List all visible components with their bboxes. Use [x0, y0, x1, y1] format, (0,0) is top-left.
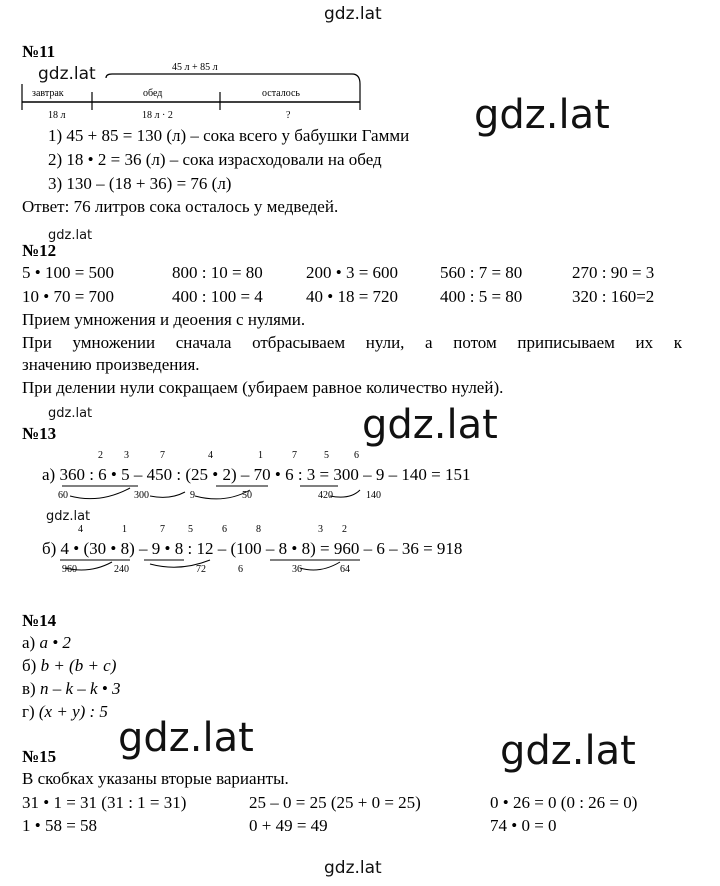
- order-number: 5: [324, 450, 329, 461]
- intermediate-result: 50: [242, 490, 252, 501]
- task-14-item-a: а) a • 2: [22, 633, 71, 652]
- task-15-cell: 25 – 0 = 25 (25 + 0 = 25): [249, 793, 421, 812]
- order-number: 5: [188, 524, 193, 535]
- intermediate-result: 960: [62, 564, 77, 575]
- intermediate-result: 240: [114, 564, 129, 575]
- task-11-step-2: 2) 18 • 2 = 36 (л) – сока израсходовали на обед: [48, 150, 382, 169]
- task-12-cell: 320 : 160=2: [572, 287, 655, 306]
- intermediate-result: 60: [58, 490, 68, 501]
- task-12-cell: 5 • 100 = 500: [22, 263, 115, 282]
- watermark-bottom: gdz.lat: [324, 858, 382, 878]
- task-11-step-1: 1) 45 + 85 = 130 (л) – сока всего у бабушки Гамми: [48, 126, 410, 145]
- task-12-cell: 40 • 18 = 720: [306, 287, 399, 306]
- task-12-paragraph: значению произведения.: [22, 355, 200, 374]
- task-12-title: №12: [22, 241, 57, 260]
- order-number: 7: [292, 450, 297, 461]
- task-15-cell: 0 • 26 = 0 (0 : 26 = 0): [490, 793, 638, 812]
- diagram-segment-lunch: обед: [143, 88, 163, 99]
- intermediate-result: 36: [292, 564, 302, 575]
- order-number: 2: [98, 450, 103, 461]
- task-12-cell: 270 : 90 = 3: [572, 263, 655, 282]
- order-number: 2: [342, 524, 347, 535]
- watermark-top: gdz.lat: [324, 4, 382, 24]
- intermediate-result: 9: [190, 490, 195, 501]
- task-14-item-b: б) b + (b + c): [22, 656, 117, 675]
- task-11-title: №11: [22, 42, 56, 61]
- task-12-cell: 200 • 3 = 600: [306, 263, 399, 282]
- watermark-small: gdz.lat: [38, 64, 96, 84]
- task-14-item-c: в) n – k – k • 3: [22, 679, 121, 698]
- diagram-value-unknown: ?: [286, 110, 291, 121]
- task-12-paragraph: Прием умножения и деоения с нулями.: [22, 310, 306, 329]
- task-12-cell: 560 : 7 = 80: [440, 263, 523, 282]
- watermark-large: gdz.lat: [362, 402, 498, 448]
- order-number: 4: [208, 450, 213, 461]
- intermediate-result: 72: [196, 564, 206, 575]
- watermark-large: gdz.lat: [474, 92, 610, 138]
- task-12-cell: 400 : 100 = 4: [172, 287, 263, 306]
- task-15-cell: 31 • 1 = 31 (31 : 1 = 31): [22, 793, 187, 812]
- task-12-paragraph: При умножении сначала отбрасываем нули, а потом приписываем их к: [22, 333, 682, 352]
- order-number: 6: [354, 450, 359, 461]
- task-15-cell: 1 • 58 = 58: [22, 816, 98, 835]
- order-number: 1: [122, 524, 127, 535]
- intermediate-result: 6: [238, 564, 243, 575]
- task-13-title: №13: [22, 424, 57, 443]
- order-number: 8: [256, 524, 261, 535]
- intermediate-result: 140: [366, 490, 381, 501]
- task-14-item-d: г) (x + y) : 5: [22, 702, 108, 721]
- watermark-small: gdz.lat: [46, 509, 91, 524]
- diagram-total-label: 45 л + 85 л: [172, 62, 218, 73]
- order-number: 3: [124, 450, 129, 461]
- order-number: 6: [222, 524, 227, 535]
- diagram-value-lunch: 18 л · 2: [142, 110, 173, 121]
- diagram-value-breakfast: 18 л: [48, 110, 66, 121]
- task-15-title: №15: [22, 747, 57, 766]
- watermark-small: gdz.lat: [48, 406, 93, 421]
- order-number: 1: [258, 450, 263, 461]
- task-12-cell: 800 : 10 = 80: [172, 263, 263, 282]
- task-11-step-3: 3) 130 – (18 + 36) = 76 (л): [48, 174, 232, 193]
- order-number: 7: [160, 524, 165, 535]
- task-11-answer: Ответ: 76 литров сока осталось у медведей.: [22, 197, 339, 216]
- intermediate-result: 64: [340, 564, 350, 575]
- task-15-cell: 74 • 0 = 0: [490, 816, 557, 835]
- order-number: 4: [78, 524, 83, 535]
- task-12-cell: 10 • 70 = 700: [22, 287, 115, 306]
- task-14-title: №14: [22, 611, 57, 630]
- diagram-segment-remaining: осталось: [262, 88, 300, 99]
- intermediate-result: 420: [318, 490, 333, 501]
- diagram-segment-breakfast: завтрак: [32, 88, 64, 99]
- order-number: 3: [318, 524, 323, 535]
- task-12-paragraph: При делении нули сокращаем (убираем равное количество нулей).: [22, 378, 504, 397]
- task-13a-expression: а) 360 : 6 • 5 – 450 : (25 • 2) – 70 • 6 : 3 = 300 – 9 – 140 = 151: [42, 465, 471, 484]
- watermark-large: gdz.lat: [118, 715, 258, 761]
- order-number: 7: [160, 450, 165, 461]
- task-15-intro: В скобках указаны вторые варианты.: [22, 769, 289, 788]
- watermark-small: gdz.lat: [48, 228, 93, 243]
- task-15-cell: 0 + 49 = 49: [249, 816, 328, 835]
- task-13b-expression: б) 4 • (30 • 8) – 9 • 8 : 12 – (100 – 8 • 8) = 960 – 6 – 36 = 918: [42, 539, 463, 558]
- intermediate-result: 300: [134, 490, 149, 501]
- watermark-large: gdz.lat: [500, 728, 636, 774]
- task-12-cell: 400 : 5 = 80: [440, 287, 523, 306]
